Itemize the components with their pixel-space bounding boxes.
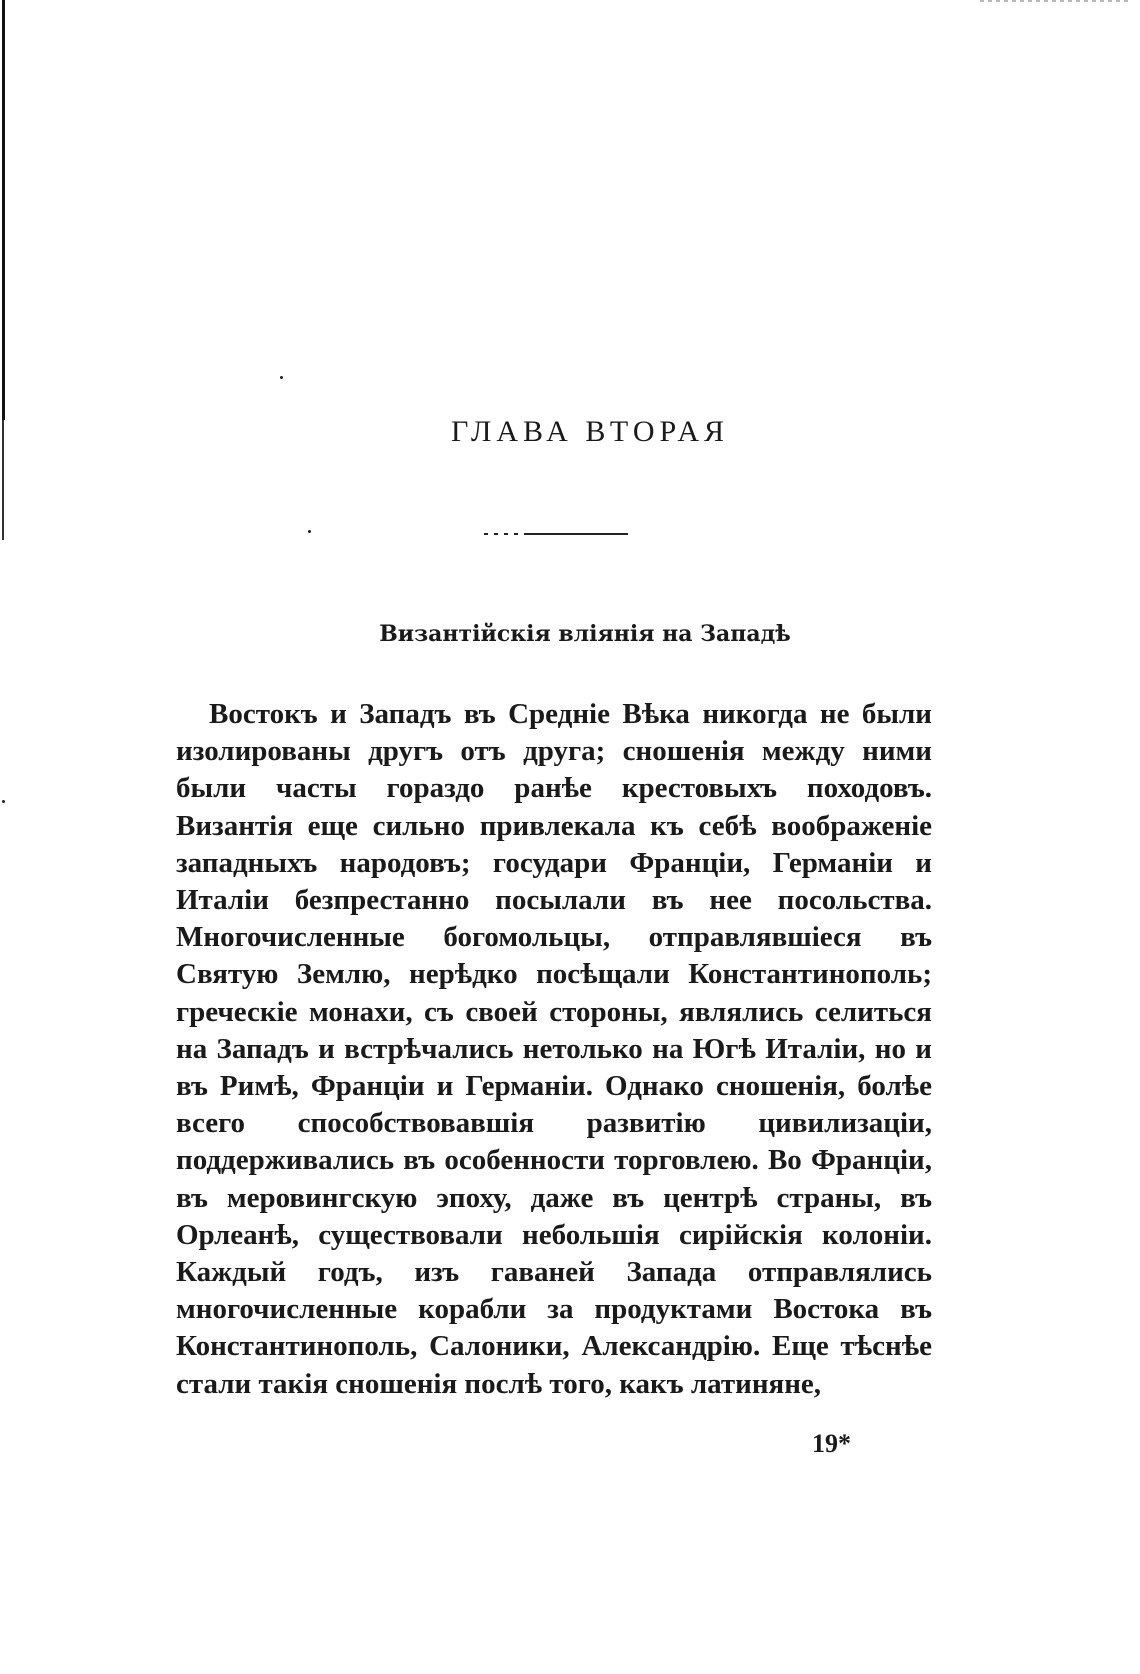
page-signature: 19* [812, 1429, 851, 1458]
scan-speck [308, 530, 311, 533]
heading-divider-dashed-part [478, 533, 524, 535]
section-heading: Византійскія вліянія на Западѣ [379, 621, 791, 647]
scan-speck [2, 800, 5, 803]
scan-speck [280, 376, 283, 379]
chapter-heading: ГЛАВА ВТОРАЯ [450, 415, 730, 448]
body-paragraph: Востокъ и Западъ въ Средніе Вѣка никогда не были изолированы другъ отъ друга; сношенія между ними были часты гораздо ранѣе крестовыхъ походовъ. Византія еще сильно привлекала къ себѣ воображеніе западныхъ народовъ; государи Франціи, Германіи и Италіи безпрестанно посылали въ нее посольства. Многочисленные богомольцы, отправлявшіеся въ Святую Землю, нерѣдко посѣщали Константинополь; греческіе монахи, съ своей стороны, являлись селиться на Западъ и встрѣчались нетолько на Югѣ Италіи, но и въ Римѣ, Франціи и Германіи. Однако сношенія, болѣе всего способствовавшія развитію цивилизаціи, поддерживались въ особенности торговлею. Во Франціи, въ меровингскую эпоху, даже въ центрѣ страны, въ Орлеанѣ, существовали небольшія сирійскія колоніи. Каждый годъ, изъ гаваней Запада отправлялись многочисленные корабли за продуктами Востока въ Константинополь, Салоники, Александрію. Еще тѣснѣе стали такія сношенія послѣ того, какъ латиняне, [176, 698, 932, 1400]
scan-top-artifact [980, 0, 1130, 2]
scan-edge-shadow [2, 0, 5, 420]
